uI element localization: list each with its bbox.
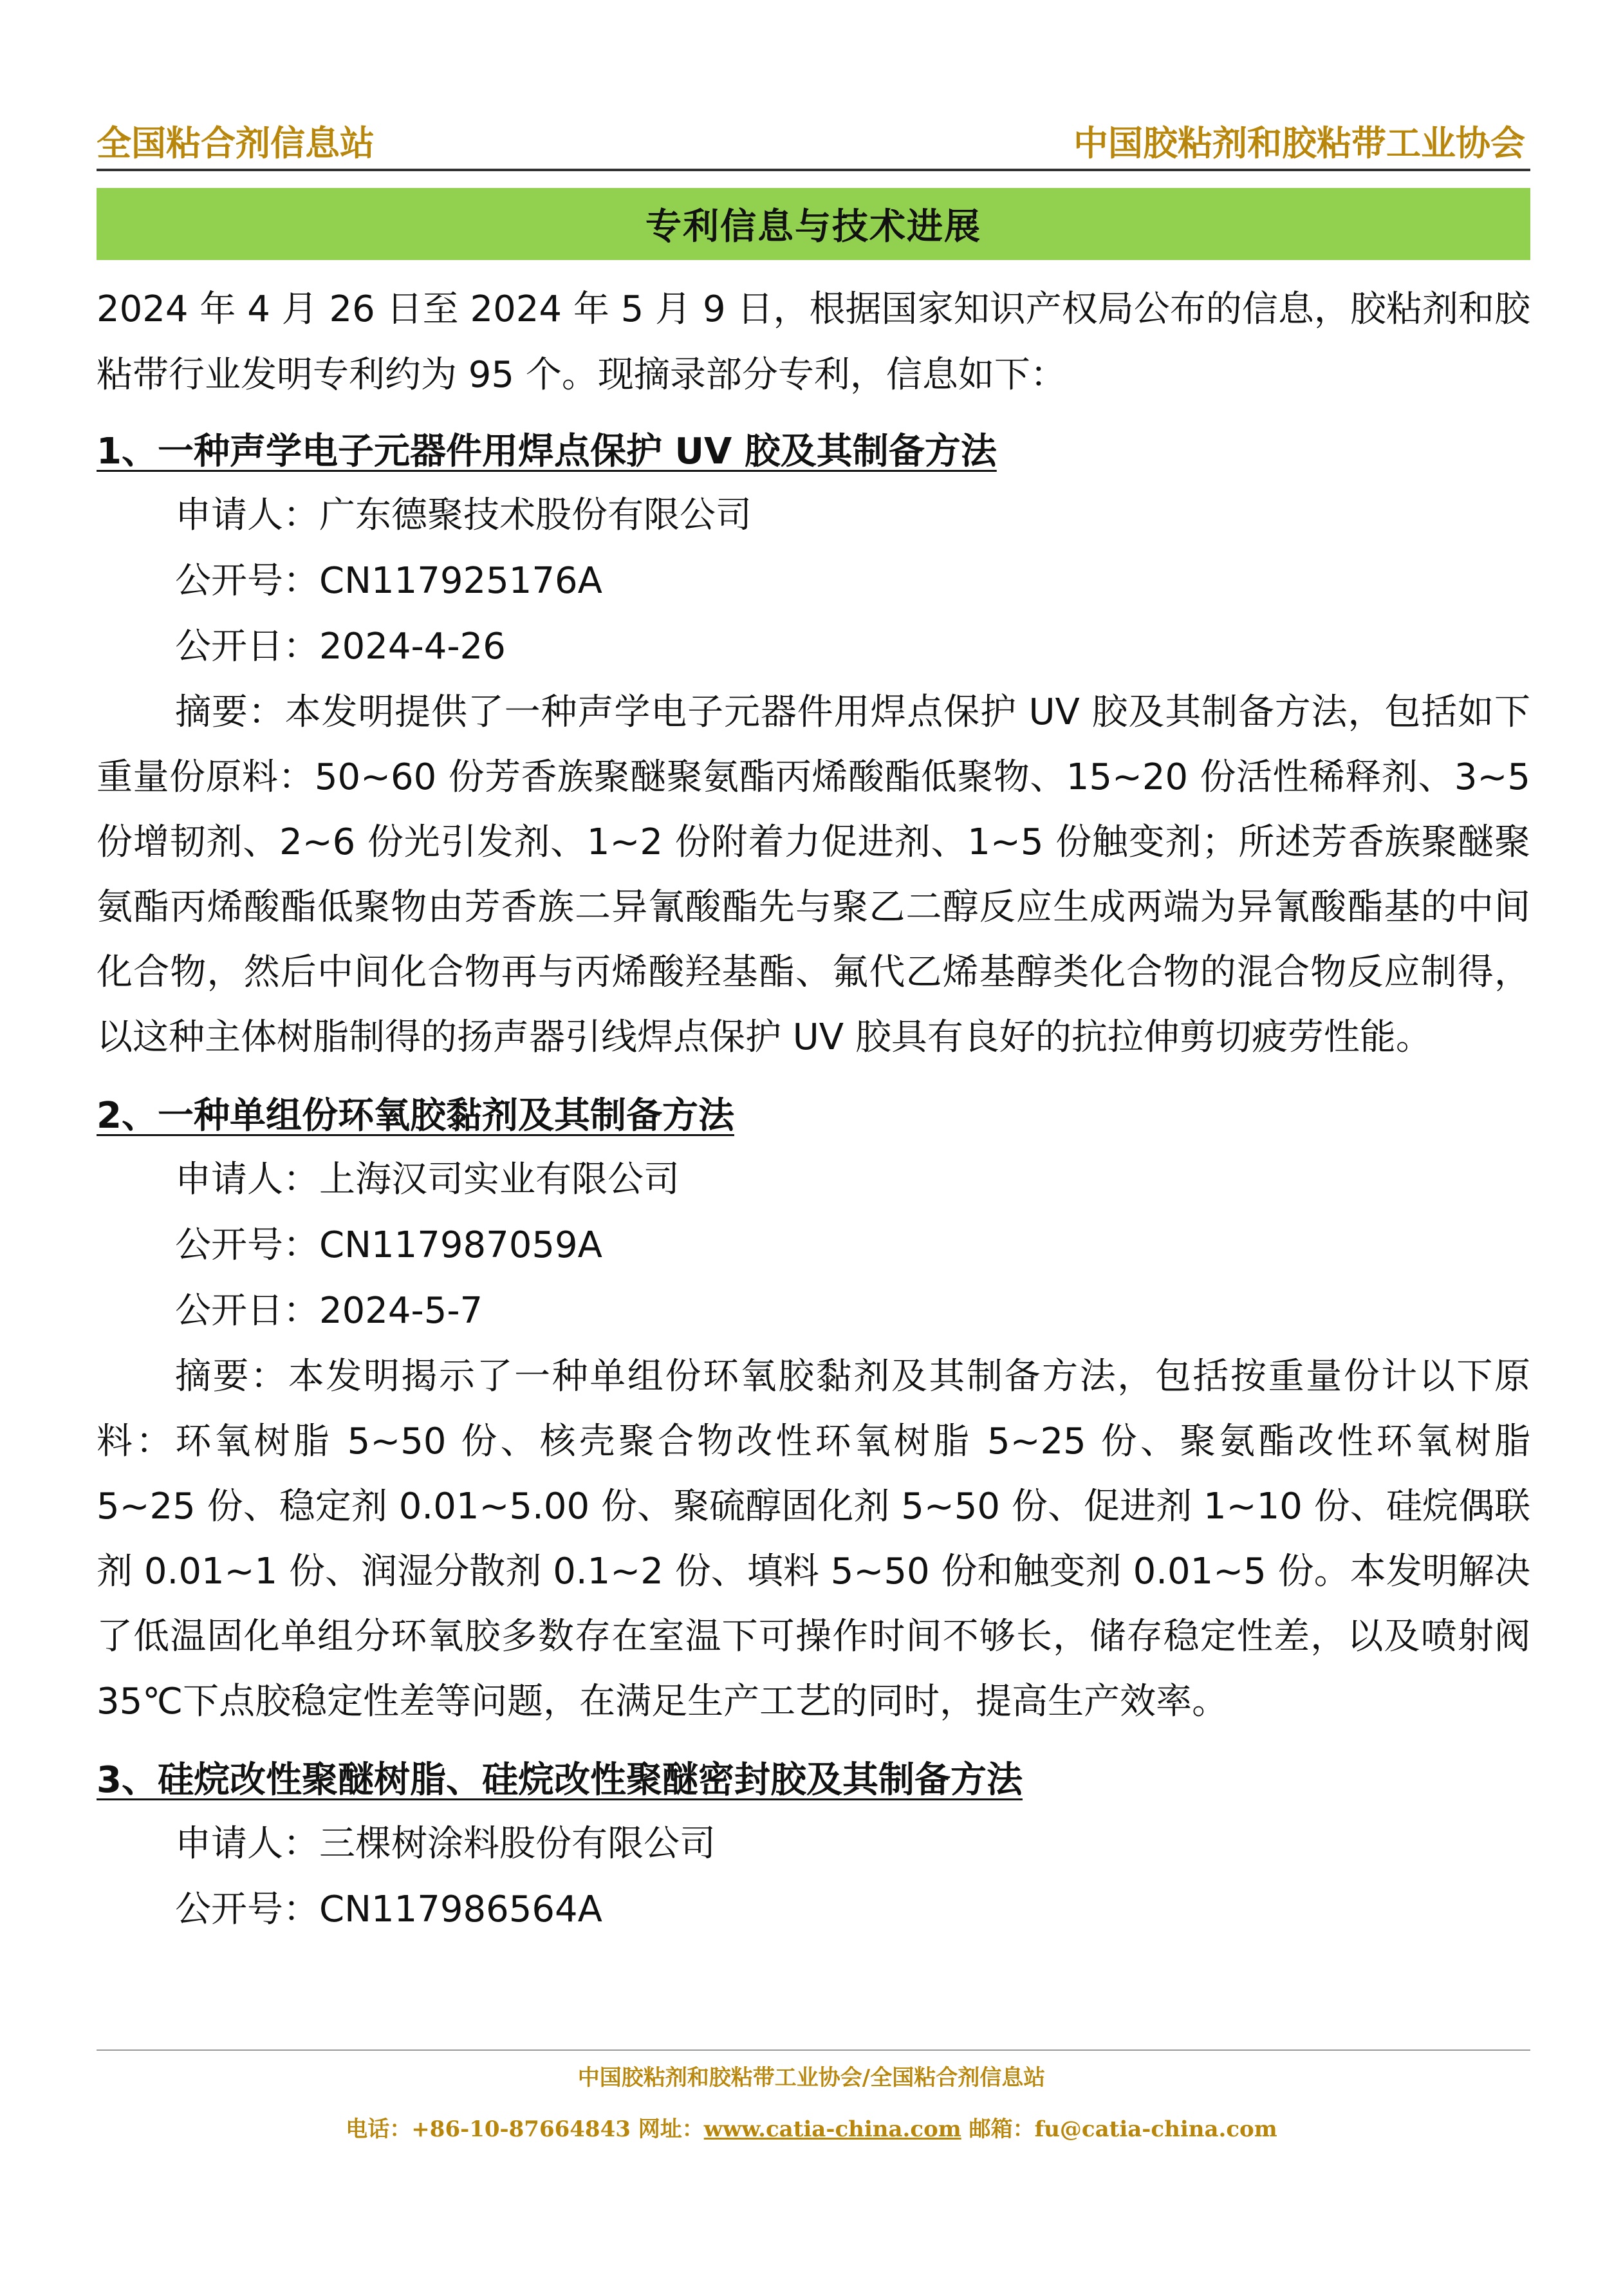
footer-phone: 电话：+86-10-87664843 网址： [346,2116,704,2142]
patent-publication-number: 公开号：CN117987059A [175,1224,602,1266]
section-title: 专利信息与技术进展 [645,206,981,248]
patent-title: 1、一种声学电子元器件用焊点保护 UV 胶及其制备方法 [97,431,997,472]
patent-applicant: 申请人：广东德聚技术股份有限公司 [175,494,752,536]
patent-entry [97,1741,1530,1943]
header-site-name: 全国粘合剂信息站 [97,122,375,163]
footer-email: 邮箱：fu@catia-china.com [961,2116,1277,2142]
patent-publication-date: 公开日：2024-4-26 [175,626,506,667]
footer-website-link[interactable]: www.catia-china.com [703,2116,961,2142]
spacer [97,1070,1530,1076]
footer-divider [97,2049,1530,2051]
header-divider [97,169,1530,171]
patent-applicant: 申请人：上海汉司实业有限公司 [175,1159,680,1200]
page-header [97,116,1525,161]
patent-publication-date: 公开日：2024-5-7 [175,1290,483,1332]
footer-organization: 中国胶粘剂和胶粘带工业协会/全国粘合剂信息站 [577,2065,1046,2091]
patent-publication-number: 公开号：CN117986564A [175,1889,602,1930]
patent-entry [97,1076,1530,1734]
intro-paragraph: 2024 年 4 月 26 日至 2024 年 5 月 9 日，根据国家知识产权局公布的信息，胶粘剂和胶粘带行业发明专利约为 95 个。现摘录部分专利，信息如下： [97,288,1530,396]
patent-title: 2、一种单组份环氧胶黏剂及其制备方法 [97,1095,734,1137]
footer-contact [0,2111,1623,2143]
header-association-name: 中国胶粘剂和胶粘带工业协会 [1073,122,1525,163]
section-banner [97,188,1530,260]
main-content [97,277,1530,1943]
patent-publication-number: 公开号：CN117925176A [175,560,602,602]
patent-abstract: 摘要：本发明提供了一种声学电子元器件用焊点保护 UV 胶及其制备方法，包括如下重量份原料：50~60 份芳香族聚醚聚氨酯丙烯酸酯低聚物、15~20 份活性稀释剂、3~5 份增韧剂、2~6 份光引发剂、1~2 份附着力促进剂、1~5 份触变剂；所述芳香族聚醚聚氨酯丙烯酸酯低聚物由芳香族二异氰酸酯先与聚乙二醇反应生成两端为异氰酸酯基的中间化合物，然后中间化合物再与丙烯酸羟基酯、氟代乙烯基醇类化合物的混合物反应制得，以这种主体树脂制得的扬声器引线焊点保护 UV 胶具有良好的抗拉伸剪切疲劳性能。 [97,691,1530,1058]
spacer [97,1734,1530,1741]
patent-applicant: 申请人：三棵树涂料股份有限公司 [175,1823,716,1865]
patent-abstract: 摘要：本发明揭示了一种单组份环氧胶黏剂及其制备方法，包括按重量份计以下原料：环氧树脂 5~50 份、核壳聚合物改性环氧树脂 5~25 份、聚氨酯改性环氧树脂 5~25 份、稳定剂 0.01~5.00 份、聚硫醇固化剂 5~50 份、促进剂 1~10 份、硅烷偶联剂 0.01~1 份、润湿分散剂 0.1~2 份、填料 5~50 份和触变剂 0.01~5 份。本发明解决了低温固化单组分环氧胶多数存在室温下可操作时间不够长，储存稳定性差，以及喷射阀 35℃下点胶稳定性差等问题，在满足生产工艺的同时，提高生产效率。 [97,1356,1530,1722]
patent-entry [97,412,1530,1070]
patent-title: 3、硅烷改性聚醚树脂、硅烷改性聚醚密封胶及其制备方法 [97,1759,1023,1801]
